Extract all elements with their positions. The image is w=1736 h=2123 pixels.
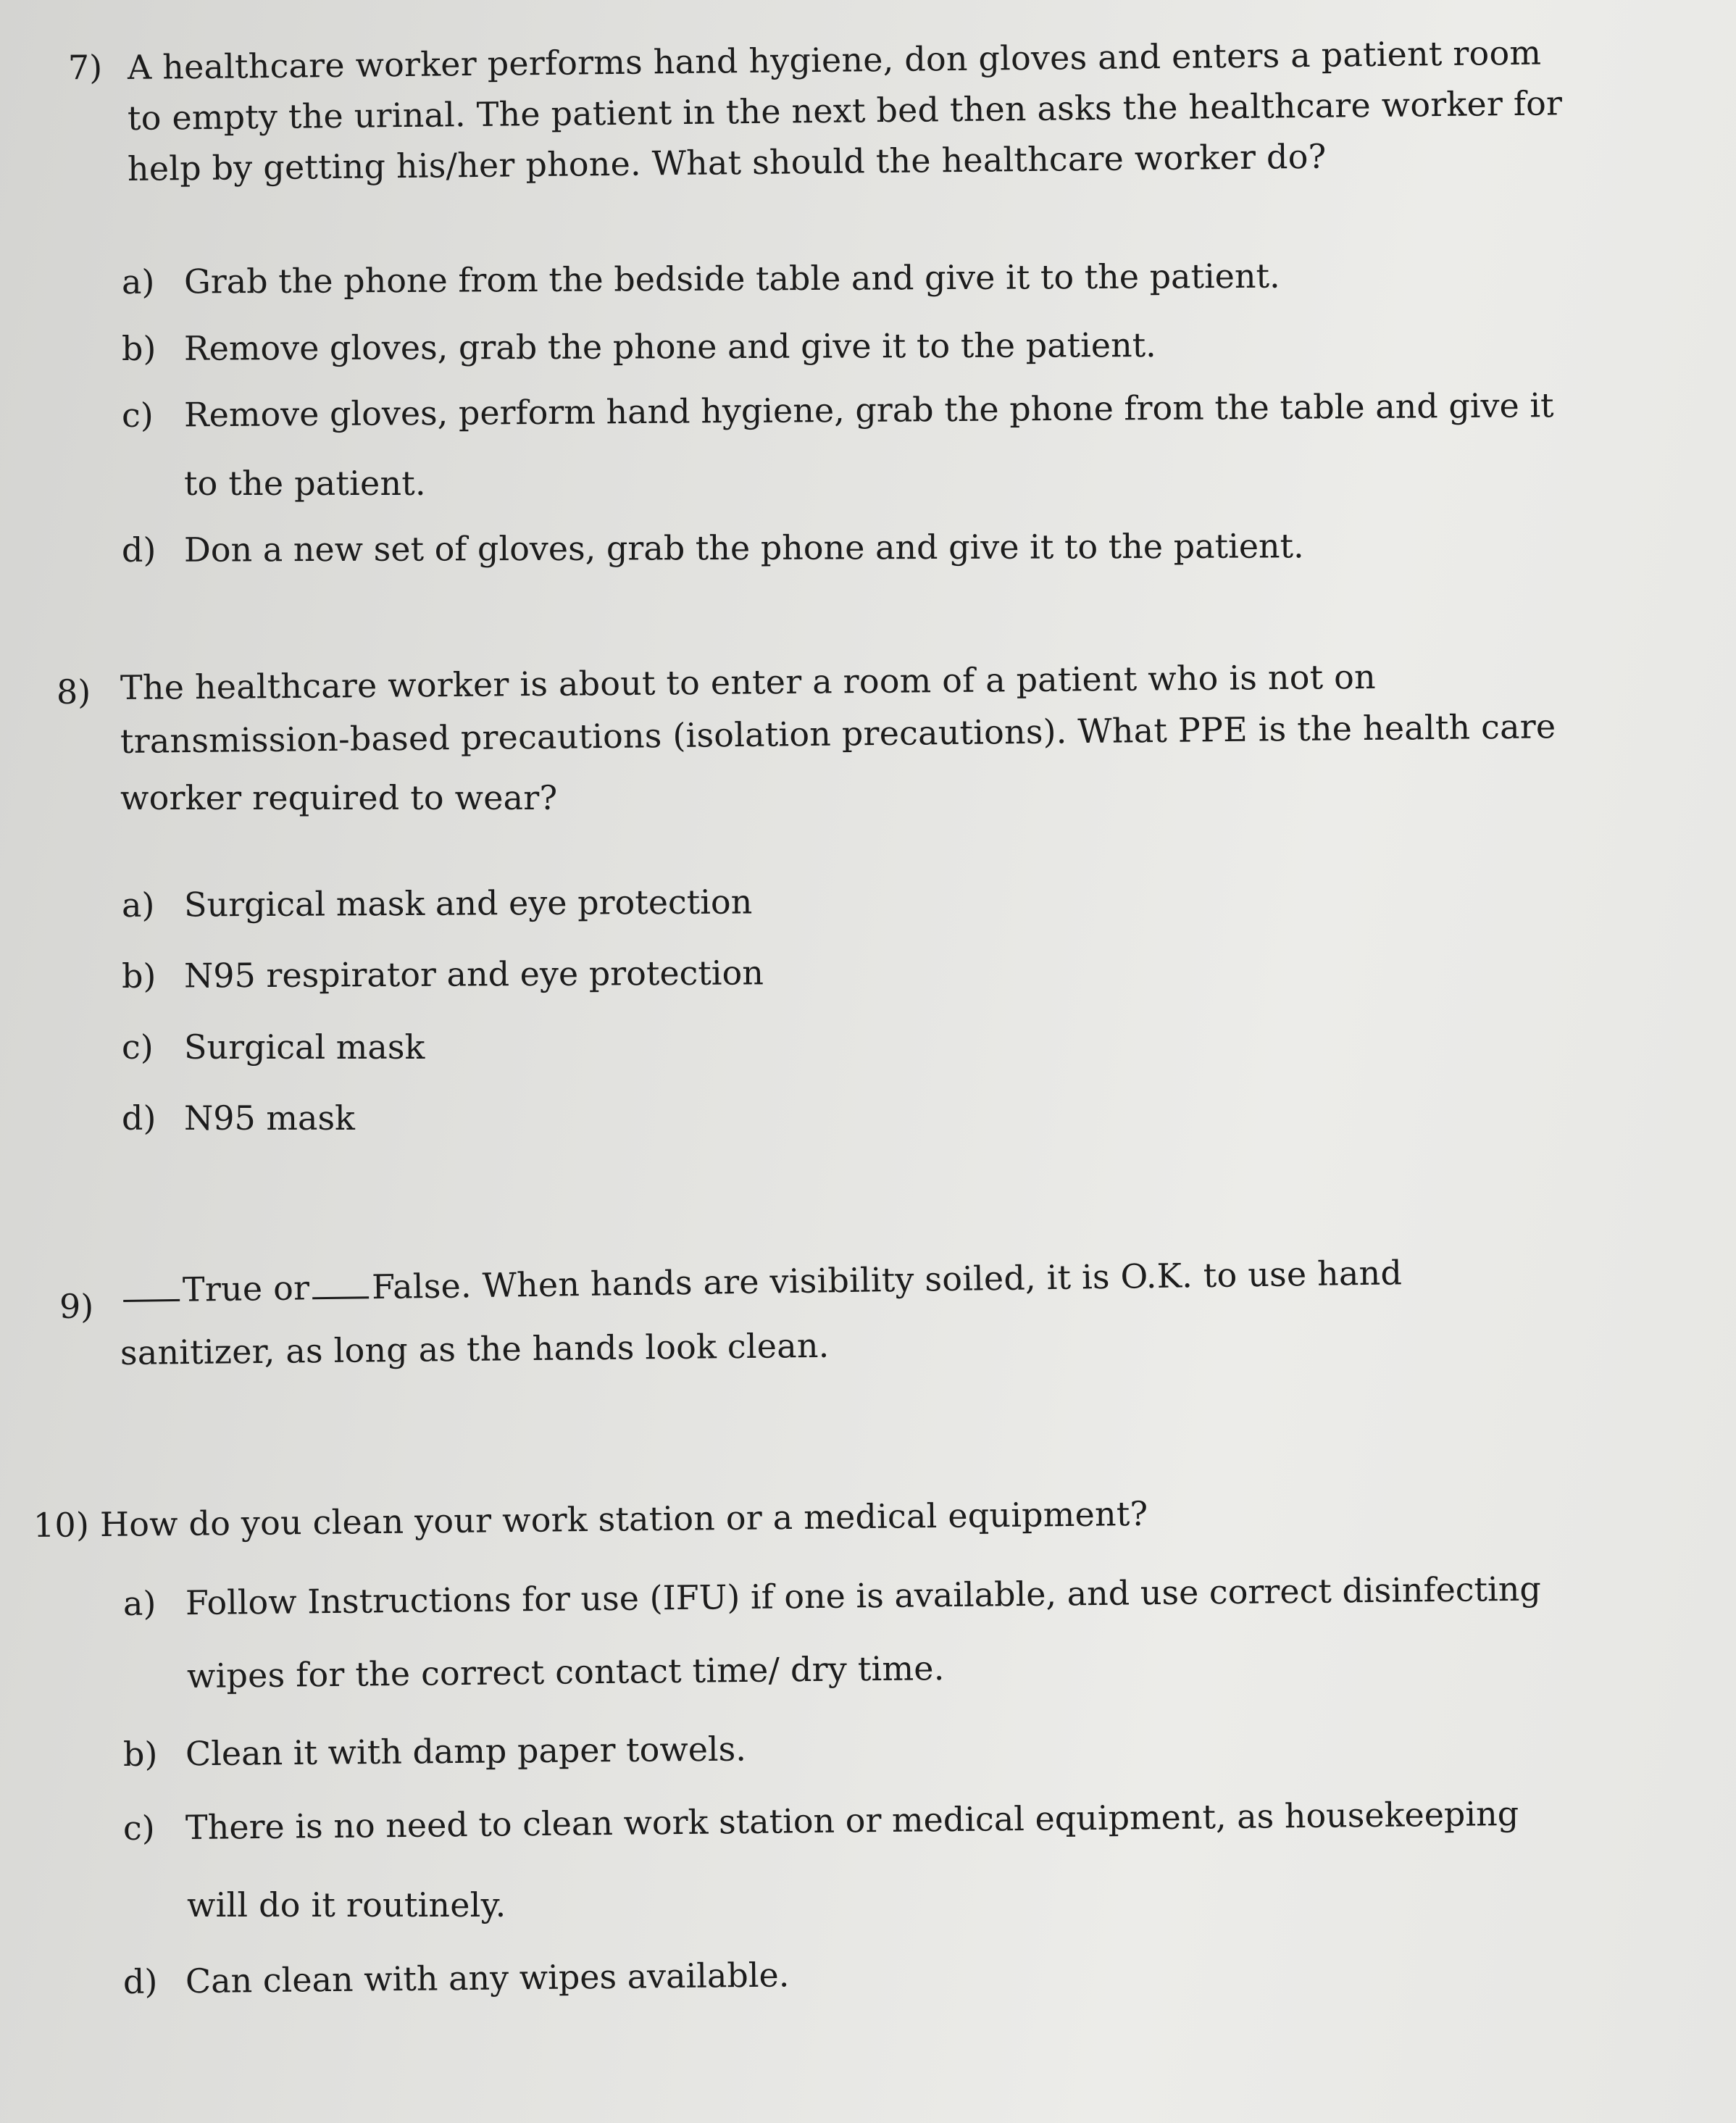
q10-option-d-letter: d) <box>122 1961 158 2001</box>
q7-option-a-text: Grab the phone from the bedside table and give it to the patient. <box>183 256 1280 301</box>
q8-option-b[interactable] <box>121 953 764 996</box>
q10-number: 10) <box>33 1505 90 1545</box>
q10-option-b-text: Clean it with damp paper towels. <box>185 1729 747 1774</box>
q8-option-a-letter: a) <box>121 885 155 925</box>
q10-option-a-letter: a) <box>122 1583 157 1623</box>
q10-option-a[interactable] <box>122 1569 1542 1623</box>
q8-option-d-text: N95 mask <box>184 1098 355 1138</box>
q8-option-d-letter: d) <box>122 1098 157 1138</box>
q8-number: 8) <box>57 672 91 712</box>
q7-text-line-3: help by getting his/her phone. What should the healthcare worker do? <box>127 136 1327 188</box>
q8-option-b-letter: b) <box>121 956 157 996</box>
q10-option-d-text: Can clean with any wipes available. <box>185 1955 790 2001</box>
q7-option-a-letter: a) <box>121 262 155 301</box>
q8-text-line-1: The healthcare worker is about to enter a room of a patient who is not on <box>120 656 1377 707</box>
q10-option-d[interactable] <box>122 1955 790 2001</box>
q8-text-line-3: worker required to wear? <box>120 778 558 817</box>
q7-option-d-text: Don a new set of gloves, grab the phone and give it to the patient. <box>183 526 1304 570</box>
q7-option-b-letter: b) <box>121 328 157 368</box>
q7-option-d-letter: d) <box>121 530 157 570</box>
q8-option-c[interactable] <box>122 1027 425 1067</box>
q10-option-a-text-2: wipes for the correct contact time/ dry time. <box>186 1648 945 1696</box>
q10-option-a-text-1: Follow Instructions for use (IFU) if one is available, and use correct disinfecting <box>185 1569 1542 1623</box>
q9-line-2: sanitizer, as long as the hands look clean. <box>120 1325 830 1372</box>
q9-false-blank[interactable] <box>312 1290 369 1299</box>
q7-option-a[interactable] <box>121 256 1280 301</box>
q8-option-a-text: Surgical mask and eye protection <box>183 882 753 925</box>
q9-number: 9) <box>59 1287 94 1326</box>
q9-true-label: True or <box>182 1268 310 1309</box>
q7-option-c-text-1: Remove gloves, perform hand hygiene, grab the phone from the table and give it <box>183 385 1554 435</box>
q10-option-c[interactable] <box>122 1793 1519 1848</box>
q10-option-c-letter: c) <box>122 1808 155 1848</box>
q7-option-b-text: Remove gloves, grab the phone and give it to the patient. <box>183 325 1156 368</box>
q10-question: How do you clean your work station or a medical equipment? <box>99 1493 1148 1545</box>
q7-option-c-text-2: to the patient. <box>184 464 426 503</box>
q10-option-c-text-2: will do it routinely. <box>187 1885 506 1924</box>
q9-line-1 <box>120 1253 1403 1309</box>
q7-text-line-1: A healthcare worker performs hand hygiene, don gloves and enters a patient room <box>127 33 1542 87</box>
q10-option-b-letter: b) <box>122 1734 158 1774</box>
q7-option-d[interactable] <box>121 526 1304 570</box>
q8-option-c-letter: c) <box>122 1027 154 1067</box>
q8-text-line-2: transmission-based precautions (isolation precautions). What PPE is the health care <box>120 706 1556 761</box>
q10-text <box>33 1493 1148 1545</box>
q8-option-b-text: N95 respirator and eye protection <box>183 953 764 996</box>
q9-true-blank[interactable] <box>123 1293 180 1302</box>
q7-option-c[interactable] <box>121 385 1554 435</box>
q7-text-line-2: to empty the urinal. The patient in the next bed then asks the healthcare worker for <box>127 83 1563 138</box>
q8-option-a[interactable] <box>121 882 753 925</box>
q10-option-c-text-1: There is no need to clean work station or medical equipment, as housekeeping <box>185 1793 1519 1848</box>
q8-option-d[interactable] <box>122 1098 355 1138</box>
q9-false-label: False. When hands are visibility soiled, it is O.K. to use hand <box>371 1253 1403 1307</box>
q7-option-b[interactable] <box>121 325 1156 368</box>
q7-number: 7) <box>67 47 103 88</box>
q8-option-c-text: Surgical mask <box>184 1027 425 1067</box>
q7-option-c-letter: c) <box>121 395 154 435</box>
q10-option-b[interactable] <box>122 1729 747 1774</box>
